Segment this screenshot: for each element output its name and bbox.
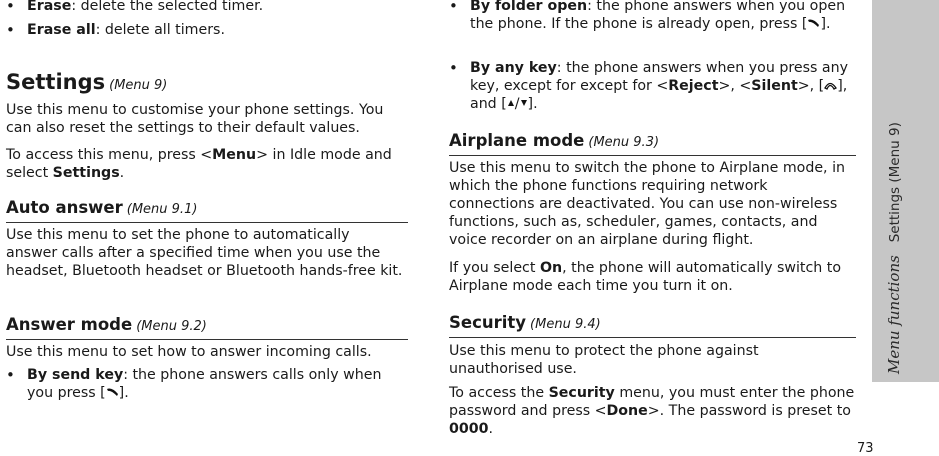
erase-all-text: : delete all timers. bbox=[95, 22, 225, 38]
folder-open-label: By folder open bbox=[470, 0, 588, 14]
silent-label: Silent bbox=[751, 78, 798, 94]
any-key-item: • By any key: the phone answers when you press any key, except for except for <Reject>, <Silent>, [ ], and [ / ]. bbox=[449, 59, 870, 113]
any-key-label: By any key bbox=[470, 60, 557, 76]
default-password: 0000 bbox=[449, 421, 489, 437]
security-access-text: To access the Security menu, you must enter the phone password and press <Done>. The password is preset to 0000. bbox=[449, 385, 855, 437]
page-number: 73 bbox=[857, 441, 874, 456]
reject-label: Reject bbox=[668, 78, 719, 94]
airplane-on-text: If you select On, the phone will automatically switch to Airplane mode each time you turn it on. bbox=[449, 260, 842, 294]
airplane-mode-menu-ref: (Menu 9.3) bbox=[588, 135, 660, 150]
settings-label: Settings bbox=[52, 165, 120, 181]
security-label: Security bbox=[548, 385, 615, 401]
answer-mode-description: Use this menu to set how to answer incoming calls. bbox=[6, 344, 372, 360]
security-description: Use this menu to protect the phone against unauthorised use. bbox=[449, 343, 759, 377]
on-label: On bbox=[539, 260, 563, 276]
settings-heading: Settings (Menu 9) bbox=[6, 70, 168, 94]
chapter-side-tab bbox=[872, 0, 939, 382]
airplane-mode-description: Use this menu to switch the phone to Airplane mode, in which the phone functions requiring network connections are deactivated. You can use non-wireless functions, such as, scheduler, games, contacts, and voice recorder on an airplane during flight. bbox=[449, 160, 846, 248]
erase-text: : delete the selected timer. bbox=[71, 0, 264, 14]
volume-down-icon bbox=[520, 97, 528, 109]
side-tab-text bbox=[886, 14, 903, 374]
erase-all-item bbox=[6, 21, 427, 39]
end-key-icon bbox=[824, 79, 837, 91]
erase-label: Erase bbox=[27, 0, 72, 14]
auto-answer-heading: Auto answer (Menu 9.1) bbox=[6, 198, 408, 223]
menu-key-label: Menu bbox=[212, 147, 257, 163]
auto-answer-menu-ref: (Menu 9.1) bbox=[126, 202, 198, 217]
settings-access-text: To access this menu, press <Menu> in Idle mode and select Settings. bbox=[6, 147, 392, 181]
send-key-icon bbox=[106, 386, 119, 398]
security-heading: Security (Menu 9.4) bbox=[449, 313, 856, 338]
settings-menu-ref: (Menu 9) bbox=[109, 78, 168, 93]
settings-description: Use this menu to customise your phone settings. You can also reset the settings to their default values. bbox=[6, 102, 384, 136]
done-label: Done bbox=[606, 403, 648, 419]
send-key-item: • By send key: the phone answers calls only when you press [ ]. bbox=[6, 366, 407, 402]
auto-answer-description: Use this menu to set the phone to automatically answer calls after a specified time when you use the headset, Bluetooth headset or Bluetooth hands-free kit. bbox=[6, 227, 403, 279]
answer-mode-menu-ref: (Menu 9.2) bbox=[136, 319, 207, 334]
erase-all-label: Erase all bbox=[27, 22, 96, 38]
subsection-title: Settings (Menu 9) bbox=[887, 122, 903, 243]
airplane-mode-heading: Airplane mode (Menu 9.3) bbox=[449, 131, 856, 156]
folder-open-item: • By folder open: the phone answers when you open the phone. If the phone is already open, press [ ]. bbox=[449, 0, 870, 33]
section-title: Menu functions bbox=[885, 255, 903, 374]
answer-mode-heading: Answer mode (Menu 9.2) bbox=[6, 315, 408, 340]
send-key-icon bbox=[807, 17, 820, 29]
security-menu-ref: (Menu 9.4) bbox=[530, 317, 601, 332]
send-key-label: By send key bbox=[27, 367, 124, 383]
erase-item bbox=[6, 0, 427, 15]
volume-up-icon bbox=[507, 97, 515, 109]
